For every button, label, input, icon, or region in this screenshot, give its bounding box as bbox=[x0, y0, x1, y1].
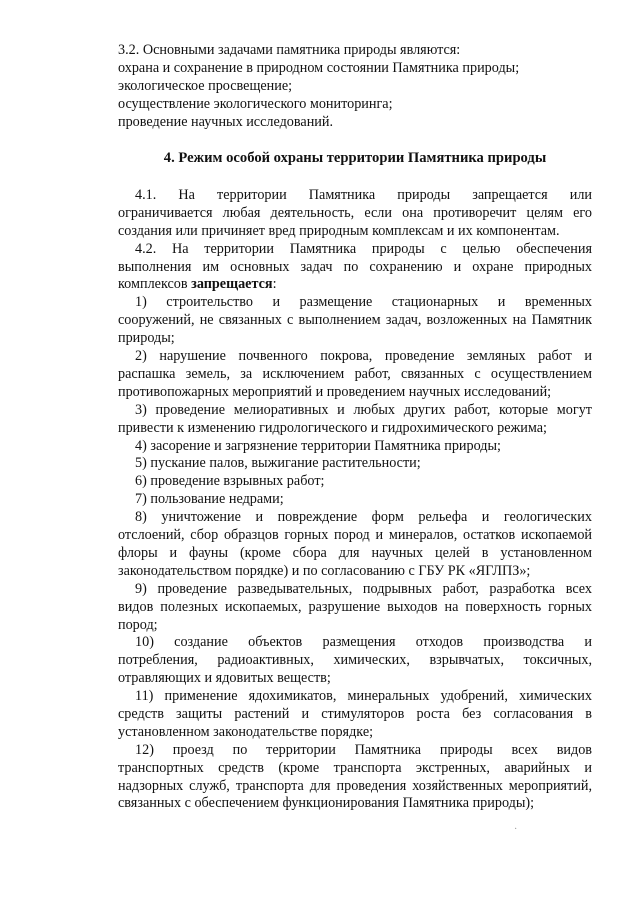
paragraph-line: 4.2. На территории Памятника природы с целью обеспечения bbox=[135, 240, 592, 257]
prohibition-item-7 bbox=[118, 491, 592, 509]
emphasis-prohibited: запрещается bbox=[191, 276, 273, 293]
paragraph-line: распашка земель, за исключением работ, связанных с осуществлением bbox=[118, 365, 592, 382]
paragraph-line: 1) строительство и размещение стационарных и временных bbox=[135, 294, 592, 311]
paragraph-line: 4) засорение и загрязнение территории Памятника природы; bbox=[135, 437, 501, 454]
prohibition-item-11 bbox=[118, 688, 592, 742]
paragraph-line: пород; bbox=[118, 616, 158, 633]
paragraph-line: видов полезных ископаемых, разрушение выходов на поверхность горных bbox=[118, 598, 592, 615]
paragraph-line: транспортных средств (кроме транспорта экстренных, аварийных и bbox=[118, 759, 592, 776]
prohibition-item-2 bbox=[118, 348, 592, 402]
paragraph-line: привести к изменению гидрологического и гидрохимического режима; bbox=[118, 419, 548, 436]
prohibition-item-8 bbox=[118, 509, 592, 581]
prohibition-item-9 bbox=[118, 581, 592, 635]
paragraph-line: 5) пускание палов, выжигание растительности; bbox=[135, 455, 421, 472]
paragraph-line: отравляющих и ядовитых веществ; bbox=[118, 670, 331, 687]
paragraph-line: 2) нарушение почвенного покрова, проведение земляных работ и bbox=[135, 348, 592, 365]
prohibition-item-12 bbox=[118, 742, 592, 814]
paragraph-line: 6) проведение взрывных работ; bbox=[135, 473, 325, 490]
paragraph-line: потребления, радиоактивных, химических, взрывчатых, токсичных, bbox=[118, 652, 592, 669]
paragraph-line: 8) уничтожение и повреждение форм рельефа и геологических bbox=[135, 509, 592, 526]
prohibition-item-5 bbox=[118, 455, 592, 473]
section-3-2-item: проведение научных исследований. bbox=[118, 113, 334, 130]
prohibition-item-1 bbox=[118, 294, 592, 348]
paragraph-line: отслоений, сбор образцов горных пород и минералов, остатков ископаемой bbox=[118, 527, 592, 544]
paragraph-line: создания или причиняет вред природным комплексам и их компонентам. bbox=[118, 222, 560, 239]
paragraph-line: средств защиты растений и стимуляторов роста без согласования в bbox=[118, 706, 592, 723]
paragraph-line: надзорных служб, транспорта для проведения хозяйственных мероприятий, bbox=[118, 777, 592, 794]
section-3-2-item: экологическое просвещение; bbox=[118, 77, 293, 94]
section-3-2-item: осуществление экологического мониторинга; bbox=[118, 95, 393, 112]
scan-speck: · bbox=[514, 824, 518, 835]
paragraph-line: установленном законодательстве порядке; bbox=[118, 723, 374, 740]
paragraph-4-2 bbox=[118, 241, 592, 295]
prohibition-item-6 bbox=[118, 473, 592, 491]
section-3-2-intro: 3.2. Основными задачами памятника природы являются: bbox=[118, 42, 461, 58]
paragraph-line: законодательством порядке) и по согласованию с ГБУ РК «ЯГЛПЗ»; bbox=[118, 562, 531, 579]
section-3-2-item: охрана и сохранение в природном состоянии Памятника природы; bbox=[118, 59, 520, 76]
paragraph-line: 4.1. На территории Памятника природы запрещается или bbox=[135, 187, 592, 203]
paragraph-line: природы; bbox=[118, 330, 175, 347]
prohibition-item-10 bbox=[118, 634, 592, 688]
section-3-2 bbox=[118, 42, 592, 132]
paragraph-line: 9) проведение разведывательных, подрывных работ, разработка всех bbox=[135, 580, 592, 597]
paragraph-line bbox=[118, 276, 592, 294]
paragraph-line: 10) создание объектов размещения отходов производства и bbox=[135, 634, 592, 651]
paragraph-text: : bbox=[272, 276, 277, 293]
section-4-body bbox=[118, 187, 592, 813]
paragraph-4-1 bbox=[118, 187, 592, 241]
prohibition-item-4 bbox=[118, 438, 592, 456]
paragraph-line: ограничивается любая деятельность, если она противоречит целям его bbox=[118, 204, 592, 221]
paragraph-line: связанных с обеспечением функционирования Памятника природы); bbox=[118, 795, 535, 812]
paragraph-line: 7) пользование недрами; bbox=[135, 491, 284, 508]
paragraph-line: выполнения им основных задач по сохранению и охране природных bbox=[118, 258, 592, 275]
paragraph-line: 12) проезд по территории Памятника природы всех видов bbox=[135, 741, 592, 758]
section-4-heading: 4. Режим особой охраны территории Памятника природы bbox=[163, 150, 547, 166]
paragraph-line: сооружений, не связанных с выполнением задач, возложенных на Памятник bbox=[118, 312, 592, 329]
paragraph-line: противопожарных мероприятий и проведением научных исследований; bbox=[118, 383, 552, 400]
prohibition-item-3 bbox=[118, 402, 592, 438]
paragraph-line: флоры и фауны (кроме сбора для научных целей в установленном bbox=[118, 544, 592, 561]
paragraph-line: 3) проведение мелиоративных и любых других работ, которые могут bbox=[135, 401, 592, 418]
paragraph-line: 11) применение ядохимикатов, минеральных удобрений, химических bbox=[135, 688, 592, 705]
paragraph-text: комплексов bbox=[118, 276, 192, 293]
